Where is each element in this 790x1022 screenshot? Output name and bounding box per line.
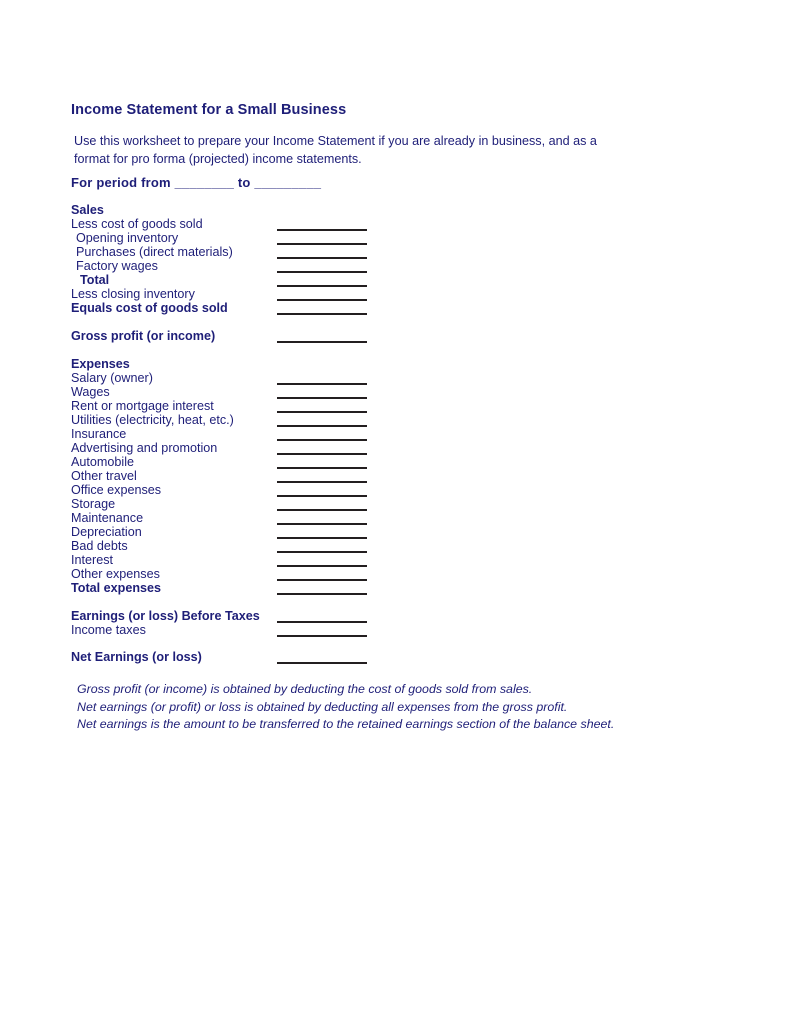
statement-row-label: Less closing inventory xyxy=(71,287,195,301)
statement-row xyxy=(0,371,790,385)
statement-row xyxy=(0,567,790,581)
statement-row-label: Rent or mortgage interest xyxy=(71,399,214,413)
statement-row-label: Salary (owner) xyxy=(71,371,153,385)
footnote-line: Gross profit (or income) is obtained by deducting the cost of goods sold from sales. xyxy=(77,682,533,696)
statement-row xyxy=(0,399,790,413)
statement-row-label: Equals cost of goods sold xyxy=(71,301,228,315)
statement-row-label: Wages xyxy=(71,385,110,399)
statement-row-label: Purchases (direct materials) xyxy=(76,245,233,259)
statement-row xyxy=(0,385,790,399)
statement-row-label: Income taxes xyxy=(71,623,146,637)
statement-row xyxy=(0,539,790,553)
statement-row-label: Net Earnings (or loss) xyxy=(71,650,202,664)
statement-row xyxy=(0,287,790,301)
statement-row xyxy=(0,273,790,287)
period-from-to-field[interactable]: For period from ________ to _________ xyxy=(71,175,322,190)
statement-row-label: Bad debts xyxy=(71,539,128,553)
statement-row-label: Factory wages xyxy=(76,259,158,273)
statement-row-label: Maintenance xyxy=(71,511,144,525)
statement-row-label: Gross profit (or income) xyxy=(71,329,216,343)
statement-row-label: Other travel xyxy=(71,469,137,483)
statement-row-label: Office expenses xyxy=(71,483,162,497)
statement-row xyxy=(0,525,790,539)
statement-row xyxy=(0,469,790,483)
statement-row xyxy=(0,231,790,245)
statement-row-label: Opening inventory xyxy=(76,231,179,245)
footnote-line: Net earnings (or profit) or loss is obtained by deducting all expenses from the gross profit. xyxy=(77,699,568,714)
statement-row-label: Sales xyxy=(71,203,104,217)
statement-row xyxy=(0,217,790,231)
amount-entry-line[interactable] xyxy=(277,313,367,315)
page-title: Income Statement for a Small Business xyxy=(71,101,347,118)
statement-row-label: Storage xyxy=(71,497,116,511)
statement-row xyxy=(0,650,790,664)
statement-row xyxy=(0,357,790,371)
statement-row xyxy=(0,455,790,469)
footnote-line: Net earnings is the amount to be transferred to the retained earnings section of the balance sheet. xyxy=(77,717,615,731)
statement-row xyxy=(0,609,790,623)
statement-row-label: Total xyxy=(80,273,110,287)
statement-row xyxy=(0,483,790,497)
amount-entry-line[interactable] xyxy=(277,341,367,343)
statement-row xyxy=(0,413,790,427)
statement-row xyxy=(0,497,790,511)
statement-row-label: Interest xyxy=(71,553,113,567)
footnotes xyxy=(77,681,614,734)
statement-row xyxy=(0,581,790,595)
statement-row xyxy=(0,511,790,525)
statement-row xyxy=(0,259,790,273)
statement-row-label: Advertising and promotion xyxy=(71,441,218,455)
statement-row xyxy=(0,329,790,343)
statement-row-label: Earnings (or loss) Before Taxes xyxy=(71,609,260,623)
intro-paragraph: Use this worksheet to prepare your Income Statement if you are already in business, and as a format for pro forma (projected) income statements. xyxy=(74,133,597,166)
statement-row-label: Insurance xyxy=(71,427,127,441)
statement-row-label: Less cost of goods sold xyxy=(71,217,203,231)
statement-row xyxy=(0,203,790,217)
statement-row xyxy=(0,441,790,455)
statement-row-label: Utilities (electricity, heat, etc.) xyxy=(71,413,234,427)
statement-row xyxy=(0,245,790,259)
statement-row-label: Other expenses xyxy=(71,567,160,581)
statement-row xyxy=(0,553,790,567)
amount-entry-line[interactable] xyxy=(277,635,367,637)
statement-row xyxy=(0,427,790,441)
amount-entry-line[interactable] xyxy=(277,662,367,664)
statement-row xyxy=(0,301,790,315)
statement-row-label: Automobile xyxy=(71,455,135,469)
amount-entry-line[interactable] xyxy=(277,593,367,595)
statement-row-label: Depreciation xyxy=(71,525,142,539)
statement-row xyxy=(0,623,790,637)
statement-row-label: Total expenses xyxy=(71,581,162,595)
statement-row-label: Expenses xyxy=(71,357,130,371)
